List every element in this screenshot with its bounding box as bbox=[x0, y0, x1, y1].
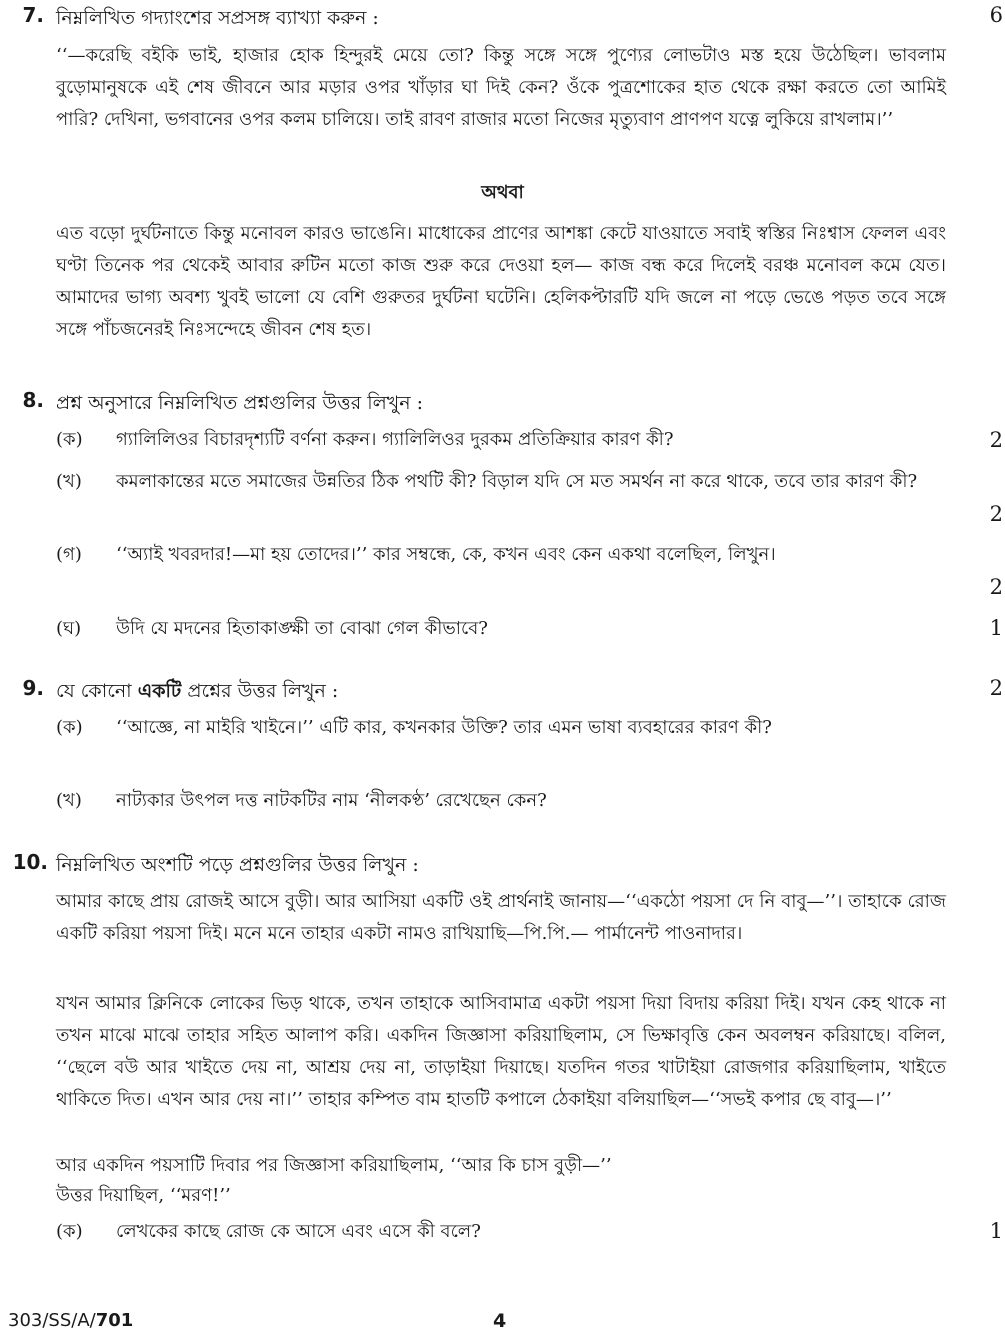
paper-code bbox=[8, 1310, 133, 1331]
question-8-stem: প্রশ্ন অনুসারে নিম্নলিখিত প্রশ্নগুলির উত্তর লিখুন : bbox=[56, 392, 424, 414]
question-7-alternate-passage: এত বড়ো দুর্ঘটনাতে কিন্তু মনোবল কারও ভাঙেনি। মাধোকের প্রাণের আশঙ্কা কেটে যাওয়াতে সবাই স্বস্তির নিঃশ্বাস ফেলল এবং ঘণ্টা তিনেক পর থেকেই আবার রুটিন মতো কাজ শুরু করে দেওয়া হল— কাজ বন্ধ করে দিলেই বরঞ্চ মনোবল কমে যেত। আমাদের ভাগ্য অবশ্য খুবই ভালো যে বেশি গুরুতর দুর্ঘটনা ঘটেনি। হেলিকপ্টারটি যদি জলে না পড়ে ভেঙে পড়ত তবে সঙ্গে সঙ্গে পাঁচজনেরই নিঃসন্দেহে জীবন শেষ হত। bbox=[56, 223, 946, 340]
question-8-item-kha-marks: 2 bbox=[989, 502, 1003, 526]
question-10-item-ka bbox=[56, 1216, 946, 1248]
item-text: গ্যালিলিওর বিচারদৃশ্যটি বর্ণনা করুন। গ্যালিলিওর দুরকম প্রতিক্রিয়ার কারণ কী? bbox=[116, 429, 674, 450]
question-9-stem bbox=[56, 677, 338, 709]
question-10-paragraph-3-line-1: আর একদিন পয়সাটি দিবার পর জিজ্ঞাসা করিয়াছিলাম, ‘‘আর কি চাস বুড়ী—’’ bbox=[56, 1155, 612, 1176]
item-label: (ক) bbox=[56, 717, 83, 738]
page-number: 4 bbox=[493, 1310, 507, 1332]
item-text: ‘‘আজ্ঞে, না মাইরি খাইনে।’’ এটি কার, কখনকার উক্তি? তার এমন ভাষা ব্যবহারের কারণ কী? bbox=[116, 717, 772, 738]
question-10-number: 10. bbox=[12, 850, 48, 874]
question-8-item-gha bbox=[56, 613, 946, 645]
item-label: (খ) bbox=[56, 790, 82, 811]
paper-code-number: 701 bbox=[95, 1310, 134, 1331]
question-7-number: 7. bbox=[22, 3, 44, 27]
stem-text: যে কোনো bbox=[56, 680, 138, 702]
item-text: ‘‘অ্যাই খবরদার!—মা হয় তোদের।’’ কার সম্বন্ধে, কে, কখন এবং কেন একথা বলেছিল, লিখুন। bbox=[116, 544, 776, 565]
question-7-marks: 6 bbox=[989, 3, 1003, 27]
question-8-item-gha-marks: 1 bbox=[989, 616, 1003, 640]
item-text: নাট্যকার উৎপল দত্ত নাটকটির নাম ‘নীলকণ্ঠ’ রেখেছেন কেন? bbox=[116, 790, 547, 811]
question-9-item-ka bbox=[56, 712, 946, 776]
question-9-item-kha bbox=[56, 785, 946, 817]
item-label: (ক) bbox=[56, 429, 83, 450]
question-9-marks: 2 bbox=[989, 676, 1003, 700]
question-10-paragraph-2: যখন আমার ক্লিনিকে লোকের ভিড় থাকে, তখন তাহাকে আসিবামাত্র একটা পয়সা দিয়া বিদায় করিয়া দিই। যখন কেহ থাকে না তখন মাঝে মাঝে তাহার সহিত আলাপ করি। একদিন জিজ্ঞাসা করিয়াছিলাম, সে ভিক্ষাবৃত্তি কেন অবলম্বন করিয়াছে। বলিল, ‘‘ছেলে বউ আর খাইতে দেয় না, আশ্রয় দেয় না, তাড়াইয়া দিয়াছে। যতদিন গতর খাটাইয়া রোজগার করিয়াছিলাম, খাইতে থাকিতে দিত। এখন আর দেয় না।’’ তাহার কম্পিত বাম হাতটি কপালে ঠেকাইয়া বলিয়াছিল—‘‘সভই কপার ছে বাবু—।’’ bbox=[56, 993, 946, 1110]
question-9-number: 9. bbox=[22, 676, 44, 700]
question-10-paragraph-1: আমার কাছে প্রায় রোজই আসে বুড়ী। আর আসিয়া একটি ওই প্রার্থনাই জানায়—‘‘একঠো পয়সা দে নি বাবু—’’। তাহাকে রোজ একটি করিয়া পয়সা দিই। মনে মনে তাহার একটা নামও রাখিয়াছি—পি.পি.— পার্মানেন্ট পাওনাদার। bbox=[56, 891, 946, 944]
stem-text: প্রশ্নের উত্তর লিখুন : bbox=[181, 680, 339, 702]
question-8-item-ka-marks: 2 bbox=[989, 428, 1003, 452]
paper-code-prefix: 303/SS/A/ bbox=[8, 1310, 96, 1331]
item-label: (ক) bbox=[56, 1221, 83, 1242]
question-10-paragraph-3-line-2: উত্তর দিয়াছিল, ‘‘মরণ!’’ bbox=[56, 1185, 231, 1206]
question-7-stem: নিম্নলিখিত গদ্যাংশের সপ্রসঙ্গ ব্যাখ্যা করুন : bbox=[56, 7, 379, 29]
or-separator: অথবা bbox=[481, 182, 524, 203]
question-7-passage: ‘‘—করেছি বইকি ভাই, হাজার হোক হিন্দুরই মেয়ে তো? কিন্তু সঙ্গে সঙ্গে পুণ্যের লোভটাও মস্ত হয়ে উঠেছিল। ভাবলাম বুড়োমানুষকে এই শেষ জীবনে আর মড়ার ওপর খাঁড়ার ঘা দিই কেন? ওঁকে পুত্রশোকের হাত থেকে রক্ষা করতে তো আমিই পারি? দেখিনা, ভগবানের ওপর কলম চালিয়ে। তাই রাবণ রাজার মতো নিজের মৃত্যুবাণ প্রাণপণ যত্নে লুকিয়ে রাখলাম।’’ bbox=[56, 45, 946, 130]
question-10-stem: নিম্নলিখিত অংশটি পড়ে প্রশ্নগুলির উত্তর লিখুন : bbox=[56, 854, 419, 876]
item-label: (খ) bbox=[56, 471, 82, 492]
question-8-item-kha bbox=[56, 466, 946, 530]
stem-emphasis: একটি bbox=[137, 680, 182, 702]
question-8-number: 8. bbox=[22, 388, 44, 412]
item-label: (গ) bbox=[56, 544, 82, 565]
item-text: লেখকের কাছে রোজ কে আসে এবং এসে কী বলে? bbox=[116, 1221, 481, 1242]
question-8-item-ka bbox=[56, 424, 946, 456]
question-8-item-ga-marks: 2 bbox=[989, 575, 1003, 599]
item-text: কমলাকান্তের মতে সমাজের উন্নতির ঠিক পথটি কী? বিড়াল যদি সে মত সমর্থন না করে থাকে, তবে তার কারণ কী? bbox=[116, 471, 918, 492]
item-label: (ঘ) bbox=[56, 618, 82, 639]
item-text: উদি যে মদনের হিতাকাঙ্ক্ষী তা বোঝা গেল কীভাবে? bbox=[116, 618, 488, 639]
question-8-item-ga bbox=[56, 539, 946, 603]
question-10-item-ka-marks: 1 bbox=[989, 1219, 1003, 1243]
